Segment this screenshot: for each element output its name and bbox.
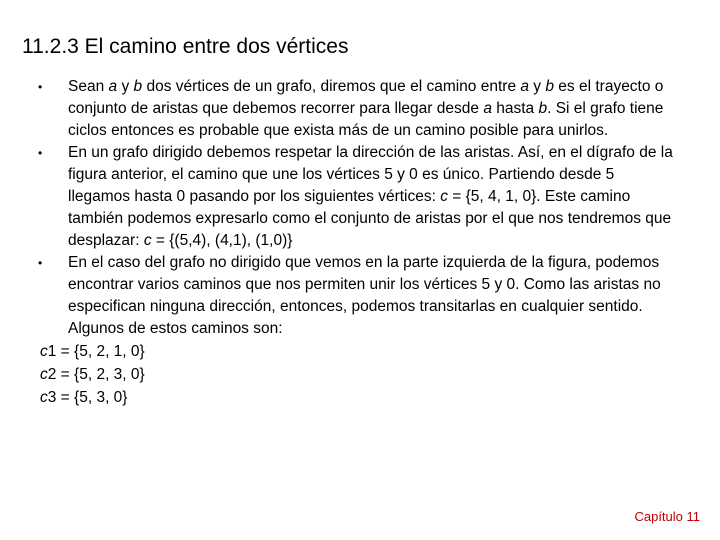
var-c: c — [440, 188, 448, 205]
path-line — [40, 341, 680, 363]
var-b: b — [545, 78, 554, 95]
text-run: . Si el grafo tiene ciclos entonces es probable que exista más de un camino posible para unirlos. — [68, 100, 664, 139]
path-value: = {5, 2, 3, 0} — [56, 366, 145, 383]
path-name: c — [40, 343, 48, 360]
text-run: y — [529, 78, 546, 95]
path-name: c — [40, 389, 48, 406]
var-a: a — [520, 78, 529, 95]
bullet-item — [40, 142, 680, 252]
text-run: Sean — [68, 78, 109, 95]
text-run: y — [117, 78, 134, 95]
var-c: c — [143, 232, 152, 249]
bullet-item — [40, 252, 680, 340]
text-run: En un grafo dirigido debemos respetar la dirección de las aristas. Así, en el dígrafo de la figura anterior, el camino que une los vértices 5 y 0 es único. Partiendo desde 5 llegamos hasta 0 pasando por los siguientes vértices: — [68, 144, 673, 205]
path-value: = {5, 3, 0} — [56, 389, 128, 406]
page-title: 11.2.3 El camino entre dos vértices — [22, 35, 349, 58]
text-run: = {(5,4), (4,1), (1,0)} — [151, 232, 293, 249]
var-a: a — [483, 100, 492, 117]
chapter-label: Capítulo 11 — [634, 509, 700, 524]
content-body — [40, 76, 680, 410]
bullet-item — [40, 76, 680, 142]
path-line — [40, 364, 680, 386]
var-b: b — [133, 78, 143, 95]
path-name: c — [40, 366, 48, 383]
path-index: 2 — [47, 366, 57, 383]
text-run: es el trayecto o conjunto de aristas que debemos recorrer para llegar desde — [68, 78, 664, 117]
path-line — [40, 387, 680, 409]
text-run: = {5, 4, 1, 0}. Este camino también podemos expresarlo como el conjunto de aristas por el que nos tendremos que desplazar: — [68, 188, 672, 249]
bullet-icon: • — [38, 146, 43, 160]
path-index: 1 — [47, 343, 57, 360]
path-value: = {5, 2, 1, 0} — [56, 343, 145, 360]
text-run: dos vértices de un grafo, diremos que el camino entre — [142, 78, 521, 95]
var-b: b — [538, 100, 548, 117]
bullet-icon: • — [38, 256, 43, 270]
bullet-icon: • — [38, 80, 43, 94]
text-run: hasta — [491, 100, 539, 117]
text-run: En el caso del grafo no dirigido que vemos en la parte izquierda de la figura, podemos encontrar varios caminos que nos permiten unir los vértices 5 y 0. Como las aristas no especifican ninguna dirección, entonces, podemos transitarlas en cualquier sentido. Algunos de estos caminos son: — [68, 254, 661, 337]
path-index: 3 — [47, 389, 57, 406]
var-a: a — [108, 78, 118, 95]
